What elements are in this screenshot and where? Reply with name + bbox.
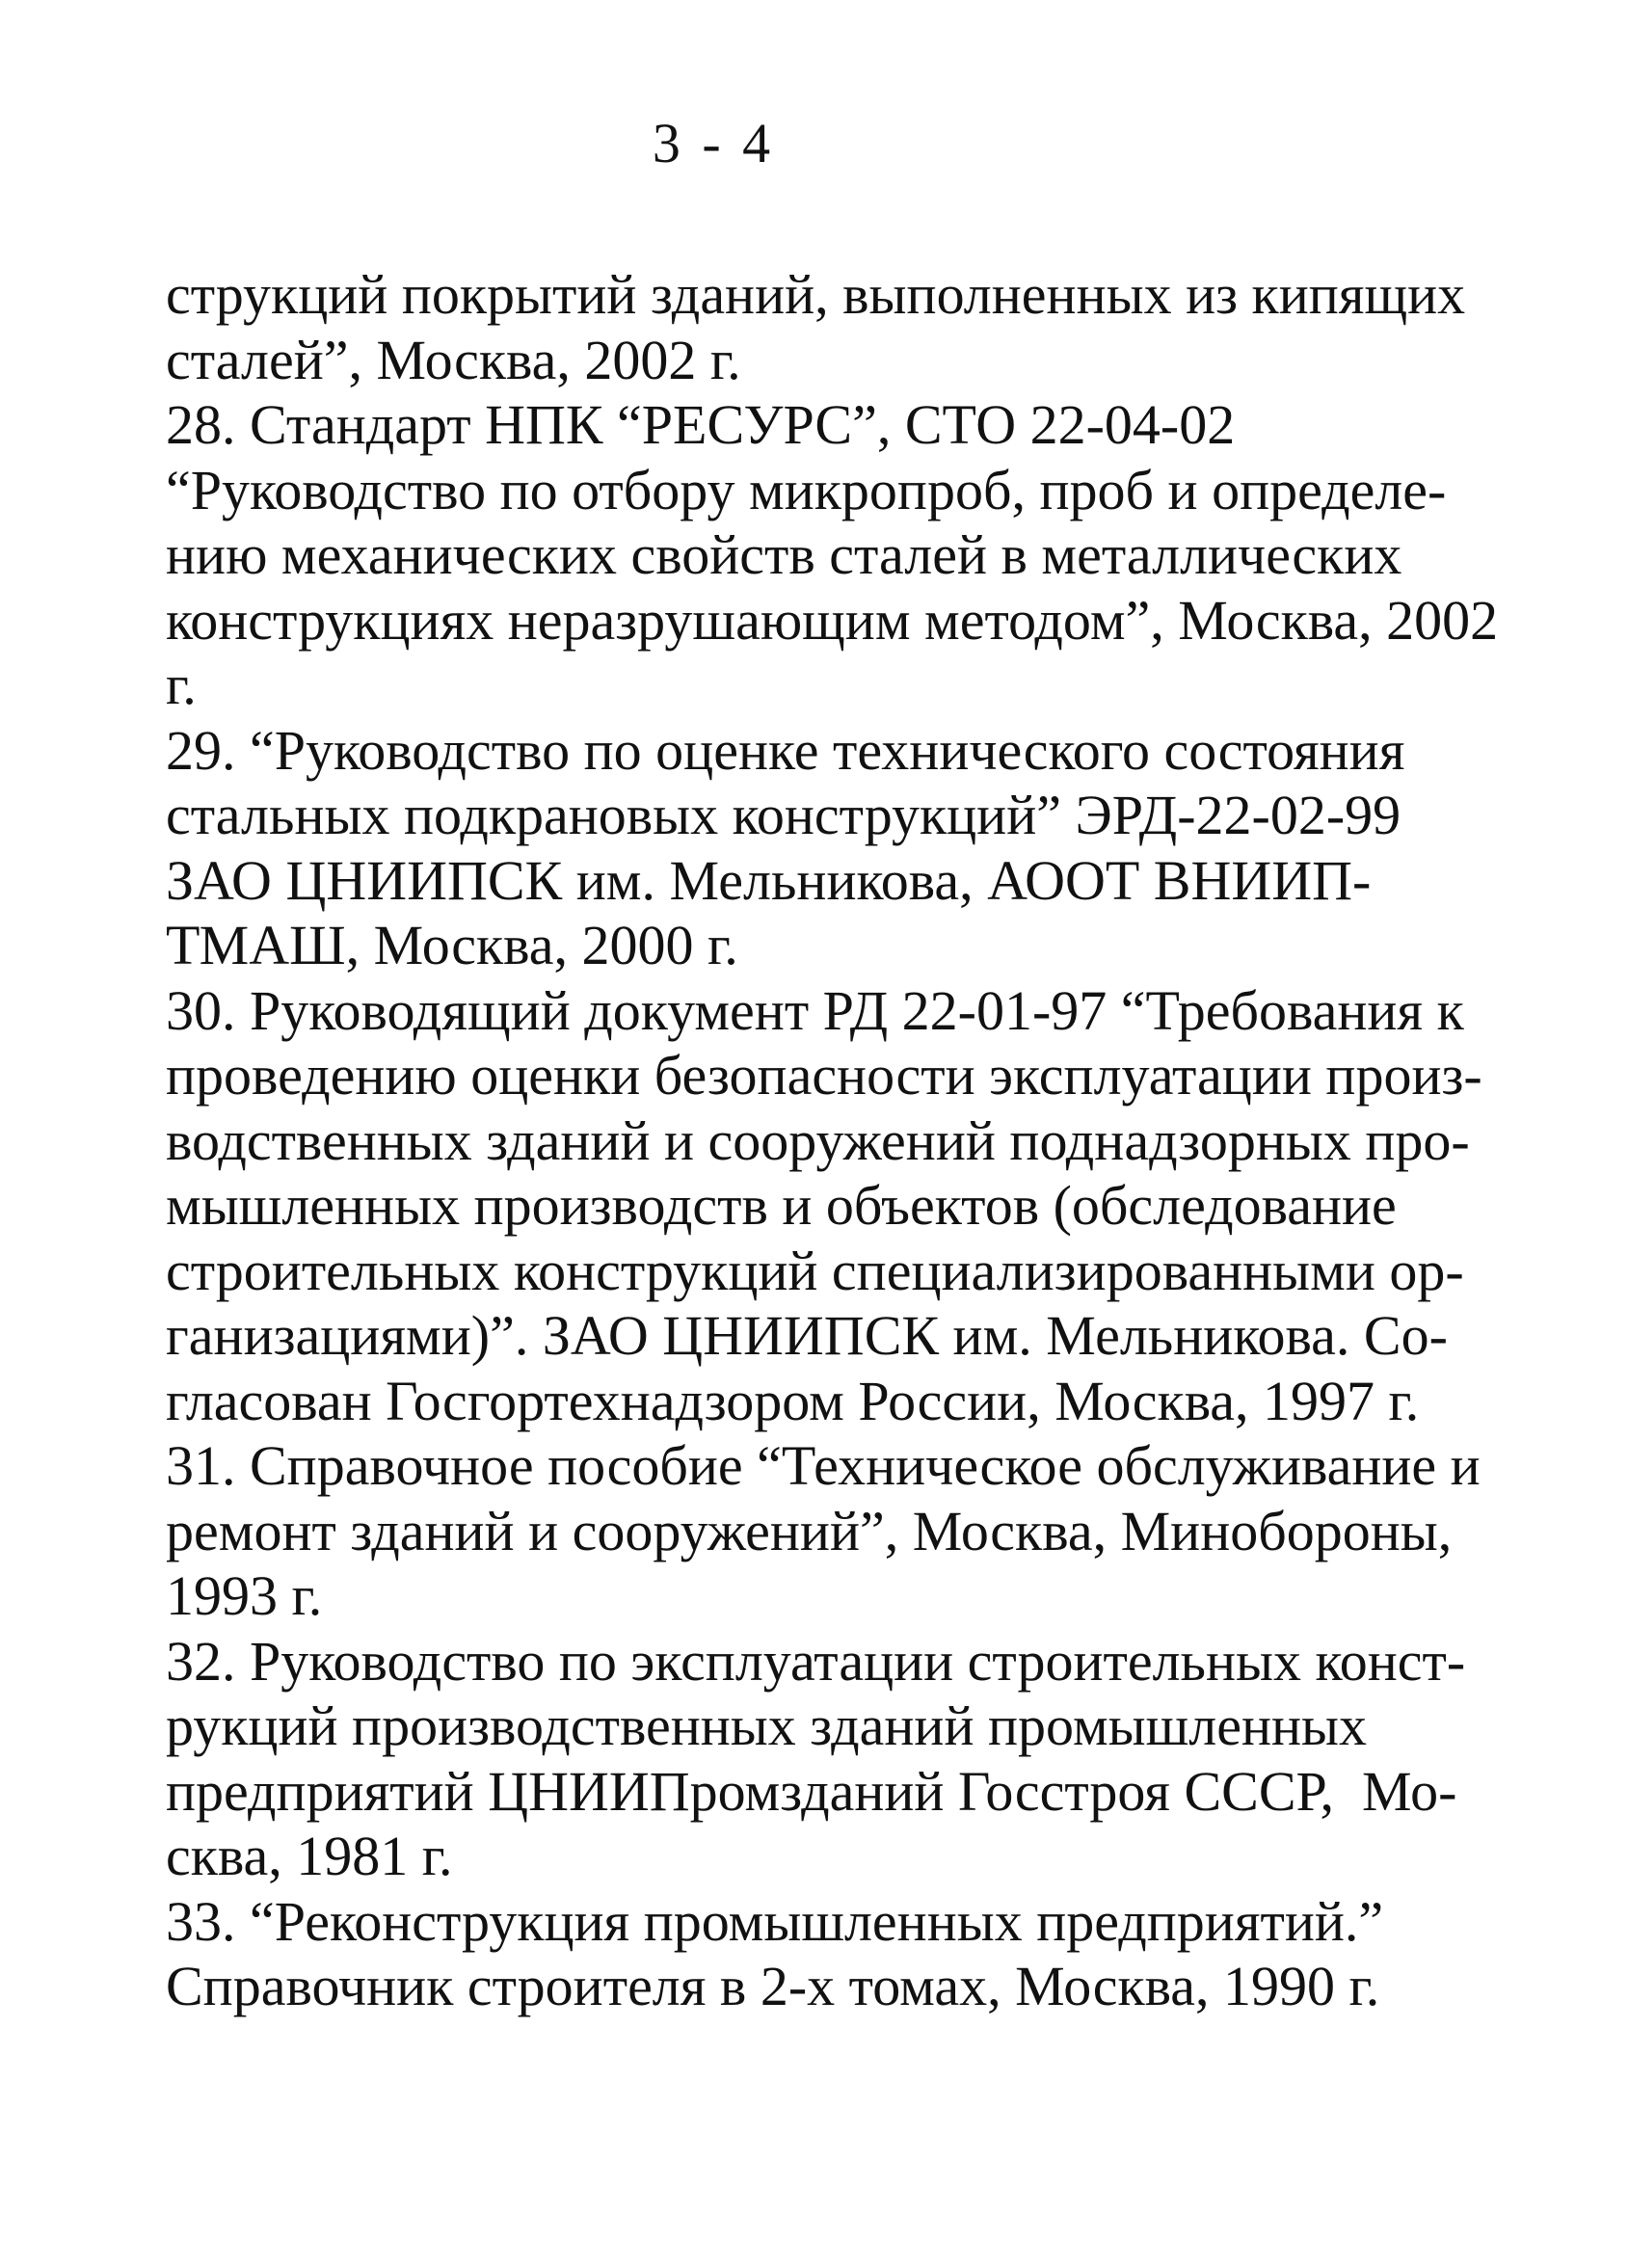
text-line: проведению оценки безопасности эксплуатации произ- <box>166 1044 1482 1107</box>
text-line: 1993 г. <box>166 1564 323 1627</box>
text-line: 33. “Реконструкция промышленных предприятий.” <box>166 1889 1384 1953</box>
text-line: ЗАО ЦНИИПСК им. Мельникова, АООТ ВНИИП- <box>166 848 1372 912</box>
text-line: водственных зданий и сооружений поднадзорных про- <box>166 1108 1470 1172</box>
text-line: г. <box>166 654 197 716</box>
text-line: мышленных производств и объектов (обследование <box>166 1174 1397 1237</box>
text-line: строительных конструкций специализированными ор- <box>166 1239 1464 1302</box>
text-line: ганизациями)”. ЗАО ЦНИИПСК им. Мельникова. Со- <box>166 1304 1448 1367</box>
text-line: рукций производственных зданий промышленных <box>166 1694 1368 1757</box>
text-line: Справочник строителя в 2-х томах, Москва, 1990 г. <box>166 1955 1380 2017</box>
text-line: 28. Стандарт НПК “РЕСУРС”, СТО 22-04-02 <box>166 393 1236 456</box>
reference-list <box>166 262 1535 2019</box>
page-number: 3 - 4 <box>652 112 775 174</box>
text-line: конструкциях неразрушающим методом”, Москва, 2002 <box>166 588 1499 652</box>
text-line: 30. Руководящий документ РД 22-01-97 “Требования к <box>166 978 1464 1042</box>
text-line: сква, 1981 г. <box>166 1825 453 1887</box>
text-line: ремонт зданий и сооружений”, Москва, Минобороны, <box>166 1499 1453 1562</box>
text-line: ТМАШ, Москва, 2000 г. <box>166 914 738 976</box>
text-line: сталей”, Москва, 2002 г. <box>166 328 741 391</box>
text-line: струкций покрытий зданий, выполненных из кипящих <box>166 263 1466 326</box>
text-line: 31. Справочное пособие “Техническое обслуживание и <box>166 1434 1481 1497</box>
text-line: 29. “Руководство по оценке технического состояния <box>166 718 1405 782</box>
text-line: предприятий ЦНИИПромзданий Госстроя СССР, Мо- <box>166 1759 1457 1823</box>
text-line: 32. Руководство по эксплуатации строительных конст- <box>166 1629 1466 1693</box>
text-line: гласован Госгортехнадзором России, Москва, 1997 г. <box>166 1369 1420 1432</box>
text-line: нию механических свойств сталей в металлических <box>166 523 1402 586</box>
text-line: стальных подкрановых конструкций” ЭРД-22-02-99 <box>166 784 1401 846</box>
text-line: “Руководство по отбору микропроб, проб и определе- <box>166 458 1447 521</box>
